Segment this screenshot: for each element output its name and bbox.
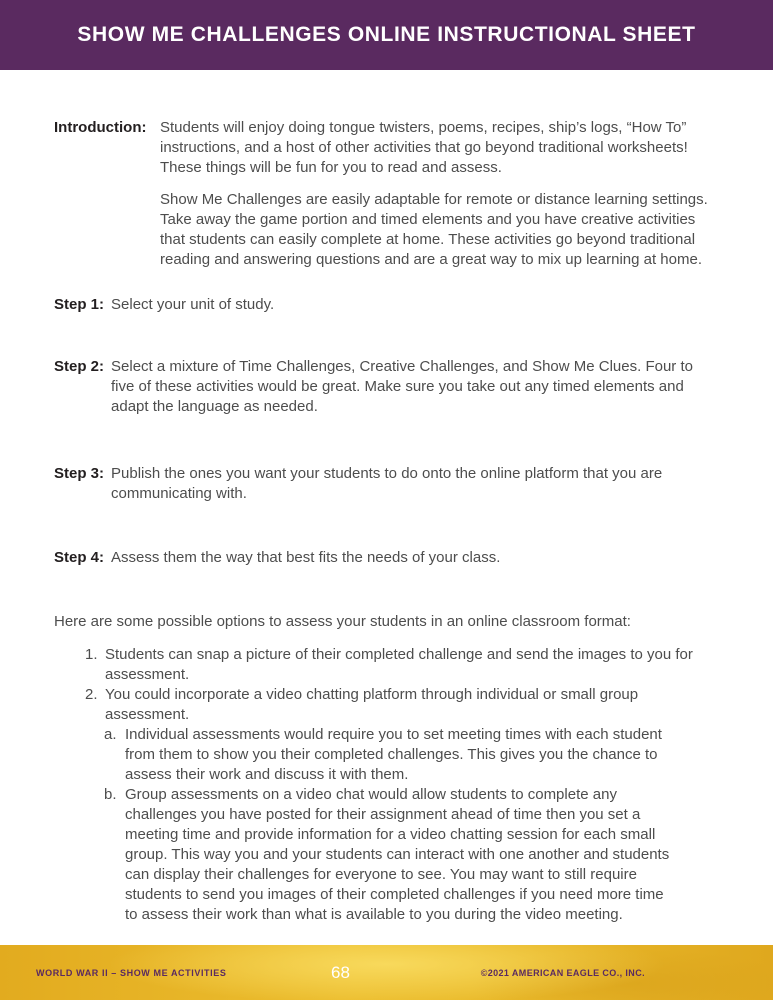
list-item-2 xyxy=(54,685,715,725)
step-2-text: Select a mixture of Time Challenges, Creative Challenges, and Show Me Clues. Four to five of these activities would be great. Make sure you take out any timed elements and adapt the language as needed. xyxy=(111,358,693,415)
step-1 xyxy=(54,295,715,315)
step-2 xyxy=(54,357,715,417)
list-item-1-number: 1. xyxy=(85,646,98,663)
introduction-label: Introduction: xyxy=(54,119,147,136)
footer-copyright: ©2021 AMERICAN EAGLE CO., INC. xyxy=(480,967,646,978)
sublist-item-b-text: Group assessments on a video chat would allow students to complete any challenges you have posted for their assignment ahead of time then you set a meeting time and provide information for a video chatting session for each small group. This way you and your students can interact with one another and students can display their challenges for everyone to see. You may want to still require students to send you images of their completed challenges if you need more time to assess their work than what is available to you during the video meeting. xyxy=(125,786,670,923)
introduction-text xyxy=(160,118,708,270)
list-item-2-text: You could incorporate a video chatting platform through individual or small group assessment. xyxy=(105,686,639,723)
step-3-label: Step 3: xyxy=(54,465,105,482)
sublist-item-a-text: Individual assessments would require you to set meeting times with each student from them to show you their completed challenges. This gives you the chance to assess their work and discuss it with them. xyxy=(125,726,662,783)
step-4-text: Assess them the way that best fits the needs of your class. xyxy=(111,549,501,566)
introduction-paragraph-1: Students will enjoy doing tongue twisters, poems, recipes, ship’s logs, “How To” instructions, and a host of other activities that go beyond traditional worksheets! These things will be fun for you to read and assess. xyxy=(160,119,688,176)
step-4 xyxy=(54,548,715,568)
options-sublist xyxy=(104,725,715,925)
footer-page-number: 68 xyxy=(331,962,350,982)
sublist-item-a-letter: a. xyxy=(104,726,117,743)
list-item-1 xyxy=(54,645,715,685)
sublist-item-b-letter: b. xyxy=(104,786,117,803)
page-title: SHOW ME CHALLENGES ONLINE INSTRUCTIONAL SHEET xyxy=(77,23,696,46)
options-list xyxy=(54,645,715,925)
step-3-text: Publish the ones you want your students to do onto the online platform that you are communicating with. xyxy=(111,465,663,502)
step-1-text: Select your unit of study. xyxy=(111,296,275,313)
step-2-label: Step 2: xyxy=(54,358,105,375)
footer-series-title: WORLD WAR II – SHOW ME ACTIVITIES xyxy=(36,967,227,978)
step-1-label: Step 1: xyxy=(54,296,105,313)
introduction-paragraph-2: Show Me Challenges are easily adaptable for remote or distance learning settings. Take away the game portion and timed elements and you have creative activities that students can easily complete at home. These activities go beyond traditional reading and answering questions and are a great way to mix up learning at home. xyxy=(160,191,708,268)
options-intro-text: Here are some possible options to assess your students in an online classroom format: xyxy=(54,613,631,630)
sublist-item-a xyxy=(104,725,715,785)
step-3 xyxy=(54,464,715,504)
introduction-section xyxy=(54,118,715,270)
page-footer xyxy=(0,945,773,1000)
list-item-1-text: Students can snap a picture of their completed challenge and send the images to you for assessment. xyxy=(105,646,693,683)
step-4-label: Step 4: xyxy=(54,549,105,566)
page-header xyxy=(0,0,773,70)
list-item-2-number: 2. xyxy=(85,686,98,703)
sublist-item-b xyxy=(104,785,715,925)
page-content xyxy=(0,70,773,945)
